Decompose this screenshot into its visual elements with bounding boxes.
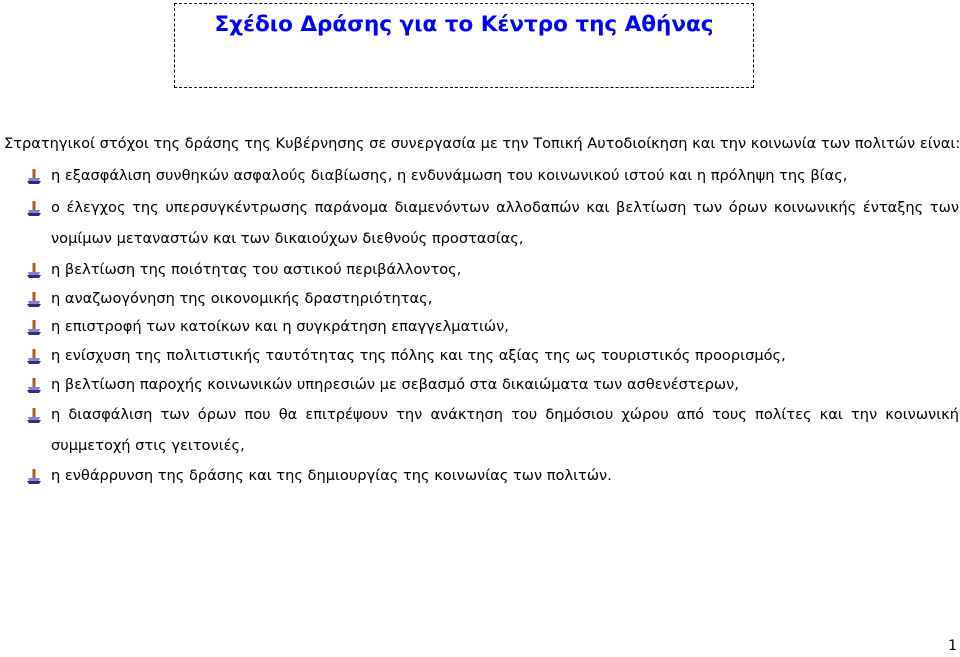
intro-paragraph: Στρατηγικοί στόχοι της δράσης της Κυβέρνησης σε συνεργασία με την Τοπική Αυτοδιοίκηση και την κοινωνία των πολιτών είναι:	[4, 135, 960, 152]
list-item-text: η αναζωογόνηση της οικονομικής δραστηριότητας,	[51, 290, 433, 307]
list-item-text: η ενίσχυση της πολιτιστικής ταυτότητας της πόλης και της αξίας της ως τουριστικός προορισμός,	[51, 347, 786, 364]
thumbtack-bullet-icon	[26, 200, 42, 220]
list-item-text: η βελτίωση της ποιότητας του αστικού περιβάλλοντος,	[51, 261, 462, 278]
thumbtack-bullet-icon	[26, 377, 42, 397]
thumbtack-bullet-icon	[26, 468, 42, 488]
list-item-text: η εξασφάλιση συνθηκών ασφαλούς διαβίωσης, η ενδυνάμωση του κοινωνικού ιστού και η πρόληψη της βίας,	[51, 167, 848, 184]
thumbtack-bullet-icon	[26, 262, 42, 282]
thumbtack-bullet-icon	[26, 348, 42, 368]
document-title: Σχέδιο Δράσης για το Κέντρο της Αθήνας	[214, 12, 714, 37]
list-item-text: η επιστροφή των κατοίκων και η συγκράτηση επαγγελματιών,	[51, 318, 509, 335]
thumbtack-bullet-icon	[26, 291, 42, 311]
list-item-text: η διασφάλιση των όρων που θα επιτρέψουν την ανάκτηση του δημόσιου χώρου από τους πολίτες και την κοινωνική	[51, 406, 959, 423]
list-item-text: η βελτίωση παροχής κοινωνικών υπηρεσιών με σεβασμό στα δικαιώματα των ασθενέστερων,	[51, 376, 739, 393]
list-item-text: η ενθάρρυνση της δράσης και της δημιουργίας της κοινωνίας των πολιτών.	[51, 467, 612, 484]
thumbtack-bullet-icon	[26, 168, 42, 188]
list-item-text: ο έλεγχος της υπερσυγκέντρωσης παράνομα διαμενόντων αλλοδαπών και βελτίωση των όρων κοινωνικής ένταξης των	[51, 199, 959, 216]
thumbtack-bullet-icon	[26, 407, 42, 427]
list-item-text: συμμετοχή στις γειτονιές,	[51, 437, 245, 454]
list-item-text: νομίμων μεταναστών και των δικαιούχων διεθνούς προστασίας,	[51, 230, 524, 247]
page-number: 1	[948, 638, 957, 654]
title-box	[174, 3, 754, 88]
thumbtack-bullet-icon	[26, 319, 42, 339]
